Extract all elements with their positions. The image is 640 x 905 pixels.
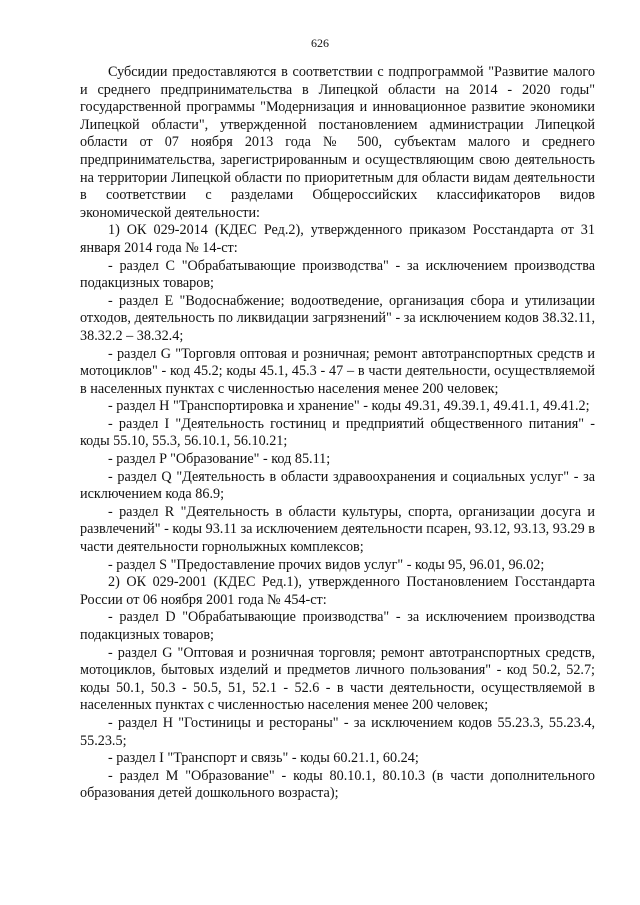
- list-item: - раздел S "Предоставление прочих видов услуг" - коды 95, 96.01, 96.02;: [108, 556, 545, 573]
- list-item: - раздел C "Обрабатывающие производства" - за исключением производства подакцизных товаров;: [80, 257, 595, 292]
- list-item: - раздел H "Транспортировка и хранение" - коды 49.31, 49.39.1, 49.41.1, 49.41.2;: [108, 398, 590, 415]
- list-item: - раздел I "Деятельность гостиниц и предприятий общественного питания" - коды 55.10, 55.3, 56.10.1, 56.10.21;: [80, 415, 595, 450]
- list-item: - раздел G "Торговля оптовая и розничная; ремонт автотранспортных средств и мотоциклов" - код 45.2; коды 45.1, 45.3 - 47 – в части деятельности, осуществляемой в населенных пунктах с численностью населения менее 200 человек;: [80, 345, 595, 397]
- page-number: 626: [311, 36, 329, 50]
- list-item: - раздел D "Обрабатывающие производства" - за исключением производства подакцизных товаров;: [80, 609, 595, 643]
- list-item: - раздел E "Водоснабжение; водоотведение, организация сбора и утилизации отходов, деятельность по ликвидации загрязнений" - за исключением кодов 38.32.11, 38.32.2 – 38.32.4;: [80, 292, 595, 344]
- intro-paragraph: Субсидии предоставляются в соответствии с подпрограммой "Развитие малого и среднего предпринимательства в Липецкой области на 2014 - 2020 годы" государственной программы "Модернизация и инновационное развитие экономики Липецкой области", утвержденной постановлением администрации Липецкой области от 07 ноября 2013 года № 500, субъектам малого и среднего предпринимательства, зарегистрированным и осуществляющим свою деятельность на территории Липецкой области по приоритетным для области видам деятельности в соответствии с разделами Общероссийских классификаторов видов экономической деятельности:: [80, 64, 595, 221]
- list-item: - раздел R "Деятельность в области культуры, спорта, организации досуга и развлечений" - коды 93.11 за исключением деятельности псарен, 93.12, 93.13, 93.29 в части деятельности горнолыжных комплексов;: [80, 503, 595, 556]
- list-item: - раздел P "Образование" - код 85.11;: [108, 451, 331, 468]
- document-body: [80, 64, 595, 803]
- list-item: - раздел I "Транспорт и связь" - коды 60.21.1, 60.24;: [108, 750, 419, 767]
- list-item: - раздел H "Гостиницы и рестораны" - за исключением кодов 55.23.3, 55.23.4, 55.23.5;: [80, 714, 595, 749]
- list-item: - раздел M "Образование" - коды 80.10.1, 80.10.3 (в части дополнительного образования детей дошкольного возраста);: [80, 767, 595, 802]
- classifier-okved2-heading: 1) ОК 029-2014 (КДЕС Ред.2), утвержденного приказом Росстандарта от 31 января 2014 года № 14-ст:: [80, 222, 595, 256]
- list-item: - раздел G "Оптовая и розничная торговля; ремонт автотранспортных средств, мотоциклов, бытовых изделий и предметов личного пользования" - код 50.2, 52.7; коды 50.1, 50.3 - 50.5, 51, 52.1 - 52.6 - в части деятельности, осуществляемой в населенных пунктах с численностью населения менее 200 человек;: [80, 644, 595, 714]
- classifier-okved1-heading: 2) ОК 029-2001 (КДЕС Ред.1), утвержденного Постановлением Госстандарта России от 06 ноября 2001 года № 454-ст:: [80, 574, 595, 608]
- list-item: - раздел Q "Деятельность в области здравоохранения и социальных услуг" - за исключением кода 86.9;: [80, 468, 595, 503]
